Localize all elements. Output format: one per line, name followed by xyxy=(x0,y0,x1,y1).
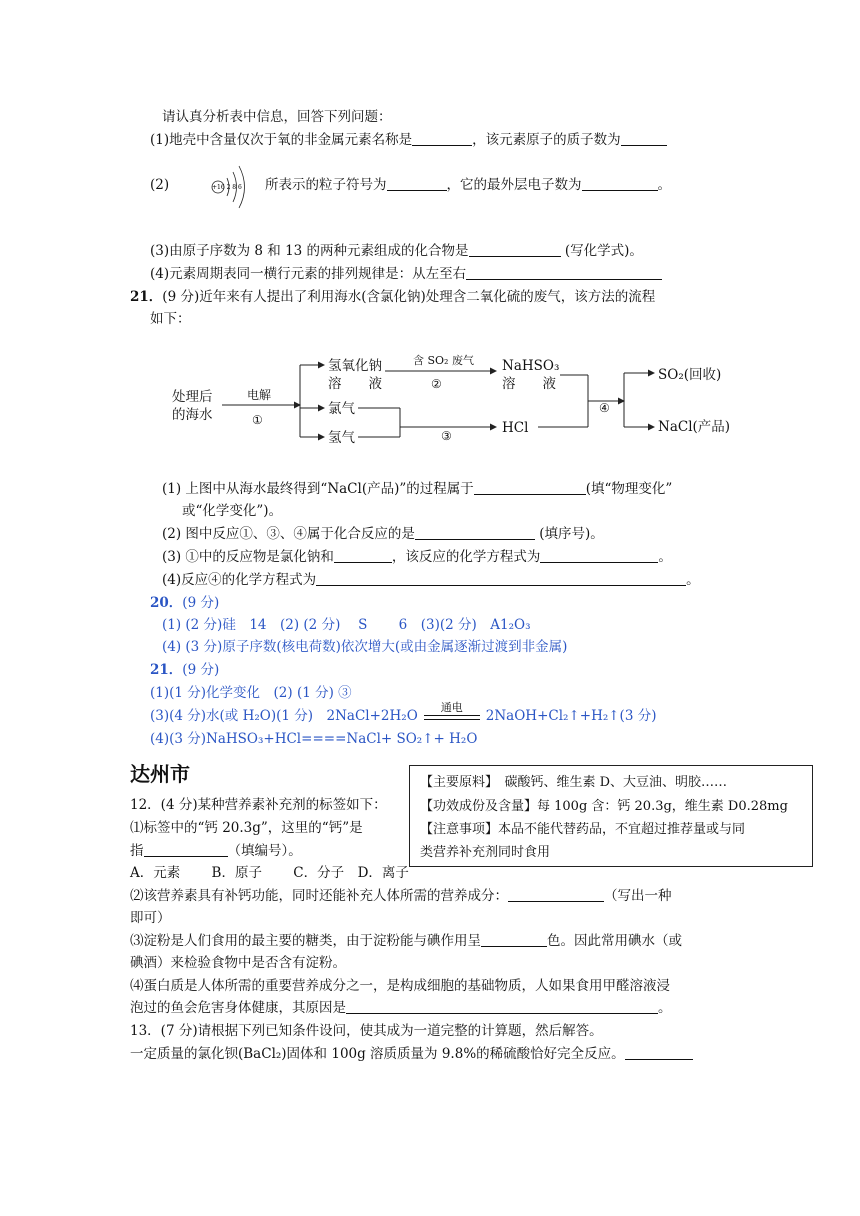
so2-out-label: SO₂(回收) xyxy=(658,367,722,383)
answer-blank xyxy=(508,887,604,902)
answer-blank xyxy=(316,571,686,586)
answer-blank xyxy=(625,1045,693,1060)
q12-part3-cont: 碘酒）来检验食物中是否含有淀粉。 xyxy=(130,955,346,971)
q21-title-cont: 如下： xyxy=(150,311,191,327)
nahso3-label: NaHSO₃ xyxy=(502,358,560,374)
ans21-heading: 21．(9 分) xyxy=(150,662,220,678)
nacl-out-label: NaCl(产品) xyxy=(658,419,731,435)
ans21-line3: (4)(3 分)NaHSO₃+HCl====NaCl+ SO₂↑+ H₂O xyxy=(150,731,478,747)
q20-part2-label: (2) xyxy=(150,177,170,193)
answer-blank xyxy=(346,999,658,1014)
answer-blank xyxy=(540,548,658,563)
q13-title: 13．(7 分)请根据下列已知条件设问，使其成为一道完整的计算题，然后解答。 xyxy=(130,1023,603,1039)
q20-part2: 所表示的粒子符号为 ，它的最外层电子数为 。 xyxy=(265,177,671,193)
q20-part4: (4)元素周期表同一横行元素的排列规律是：从左至右 xyxy=(150,265,662,283)
q12-part2-cont: 即可） xyxy=(130,910,171,926)
so2-gas-label: 含 SO₂ 废气 xyxy=(413,354,474,367)
step3-label: ③ xyxy=(441,429,452,443)
answer-blank xyxy=(621,131,667,146)
naoh-label-2: 溶 液 xyxy=(328,376,382,392)
answer-blank xyxy=(387,176,447,191)
q21-title: 21．(9 分)近年来有人提出了利用海水(含氯化钠)处理含二氧化硫的废气，该方法的流程 xyxy=(130,289,656,305)
nutrition-label-box xyxy=(409,765,813,867)
nahso3-label-2: 溶 液 xyxy=(502,376,556,392)
q13-condition: 一定质量的氯化钡(BaCl₂)固体和 100g 溶质质量为 9.8%的稀硫酸恰好完全反应。 xyxy=(130,1045,693,1063)
hcl-label: HCl xyxy=(502,420,529,436)
answer-blank xyxy=(144,842,228,857)
box-line-content: 【功效成份及含量】每 100g 含：钙 20.3g，维生素 D0.28mg xyxy=(420,799,788,814)
box-line-ingredients: 【主要原料】 碳酸钙、维生素 D、大豆油、明胶…… xyxy=(420,775,728,790)
box-line-notes-cont: 类营养补充剂同时食用 xyxy=(420,845,551,860)
q21-sub3: (3) ①中的反应物是氯化钠和 ，该反应的化学方程式为 。 xyxy=(162,549,672,565)
answer-blank xyxy=(415,525,535,540)
ans20-heading: 20．(9 分) xyxy=(150,595,220,611)
ans20-line2: (4) (3 分)原子序数(核电荷数)依次增大(或由金属逐渐过渡到非金属) xyxy=(162,639,568,655)
answer-blank xyxy=(466,265,662,280)
process-flow-diagram xyxy=(160,345,760,457)
step1-label: ① xyxy=(252,413,263,427)
answer-blank xyxy=(582,176,658,191)
q12-part2: ⑵该营养素具有补钙功能，同时还能补充人体所需的营养成分： （写出一种 xyxy=(130,888,672,904)
q12-part1-cont: 指 （填编号）。 xyxy=(130,843,302,859)
q12-part4: ⑷蛋白质是人体所需的重要营养成分之一，是构成细胞的基础物质，人如果食用甲醛溶液浸 xyxy=(130,978,670,994)
reaction-condition-label: 通电 xyxy=(440,701,463,714)
hydrogen-label: 氢气 xyxy=(328,430,355,446)
ans21-line1: (1)(1 分)化学变化 (2) (1 分) ③ xyxy=(150,685,352,701)
section-heading: 达州市 xyxy=(130,762,190,786)
answer-blank xyxy=(469,242,561,257)
q12-title: 12．(4 分)某种营养素补充剂的标签如下： xyxy=(130,797,387,813)
atom-label: +16 2 8 6 xyxy=(212,184,242,191)
step2-label: ② xyxy=(431,377,442,391)
ans20-line1: (1) (2 分)硅 14 (2) (2 分) S 6 (3)(2 分) A1₂O₃ xyxy=(162,617,531,633)
q12-part3: ⑶淀粉是人们食用的最主要的糖类，由于淀粉能与碘作用呈 色。因此常用碘水（或 xyxy=(130,933,682,949)
answer-blank xyxy=(481,932,547,947)
q20-part3: (3)由原子序数为 8 和 13 的两种元素组成的化合物是 (写化学式)。 xyxy=(150,243,643,259)
answer-blank xyxy=(334,548,392,563)
q12-part4-cont: 泡过的鱼会危害身体健康，其原因是 。 xyxy=(130,1000,672,1016)
atom-structure-diagram xyxy=(210,160,258,212)
ans21-line2: (3)(4 分)水(或 H₂O)(1 分) 2NaCl+2H₂O 通电 2NaOH+Cl₂↑+H₂↑(3 分) xyxy=(150,701,657,724)
q21-sub4: (4)反应④的化学方程式为 。 xyxy=(162,572,700,588)
q21-sub1: (1) 上图中从海水最终得到“NaCl(产品)”的过程属于 (填“物理变化” xyxy=(162,481,673,497)
answer-blank xyxy=(412,131,472,146)
source-label: 处理后 xyxy=(172,389,213,405)
q12-part1: ⑴标签中的“钙 20.3g”，这里的“钙”是 xyxy=(130,820,363,836)
q21-sub1-cont: 或“化学变化”)。 xyxy=(182,503,283,519)
q12-options: A．元素 B．原子 C．分子 D．离子 xyxy=(130,865,409,881)
chlorine-label: 氯气 xyxy=(328,401,355,417)
q20-part1: (1)地壳中含量仅次于氧的非金属元素名称是 ，该元素原子的质子数为 xyxy=(150,131,667,149)
reaction-condition-arrow xyxy=(424,701,480,720)
electrolysis-label: 电解 xyxy=(247,388,272,402)
q21-sub2: (2) 图中反应①、③、④属于化合反应的是 (填序号)。 xyxy=(162,526,604,542)
source-label-2: 的海水 xyxy=(172,407,213,423)
step4-label: ④ xyxy=(599,401,610,415)
answer-blank xyxy=(474,480,586,495)
naoh-label: 氢氧化钠 xyxy=(328,358,382,374)
q20-intro: 请认真分析表中信息，回答下列问题： xyxy=(162,109,392,125)
box-line-notes: 【注意事项】本品不能代替药品，不宜超过推荐量或与同 xyxy=(420,822,746,837)
